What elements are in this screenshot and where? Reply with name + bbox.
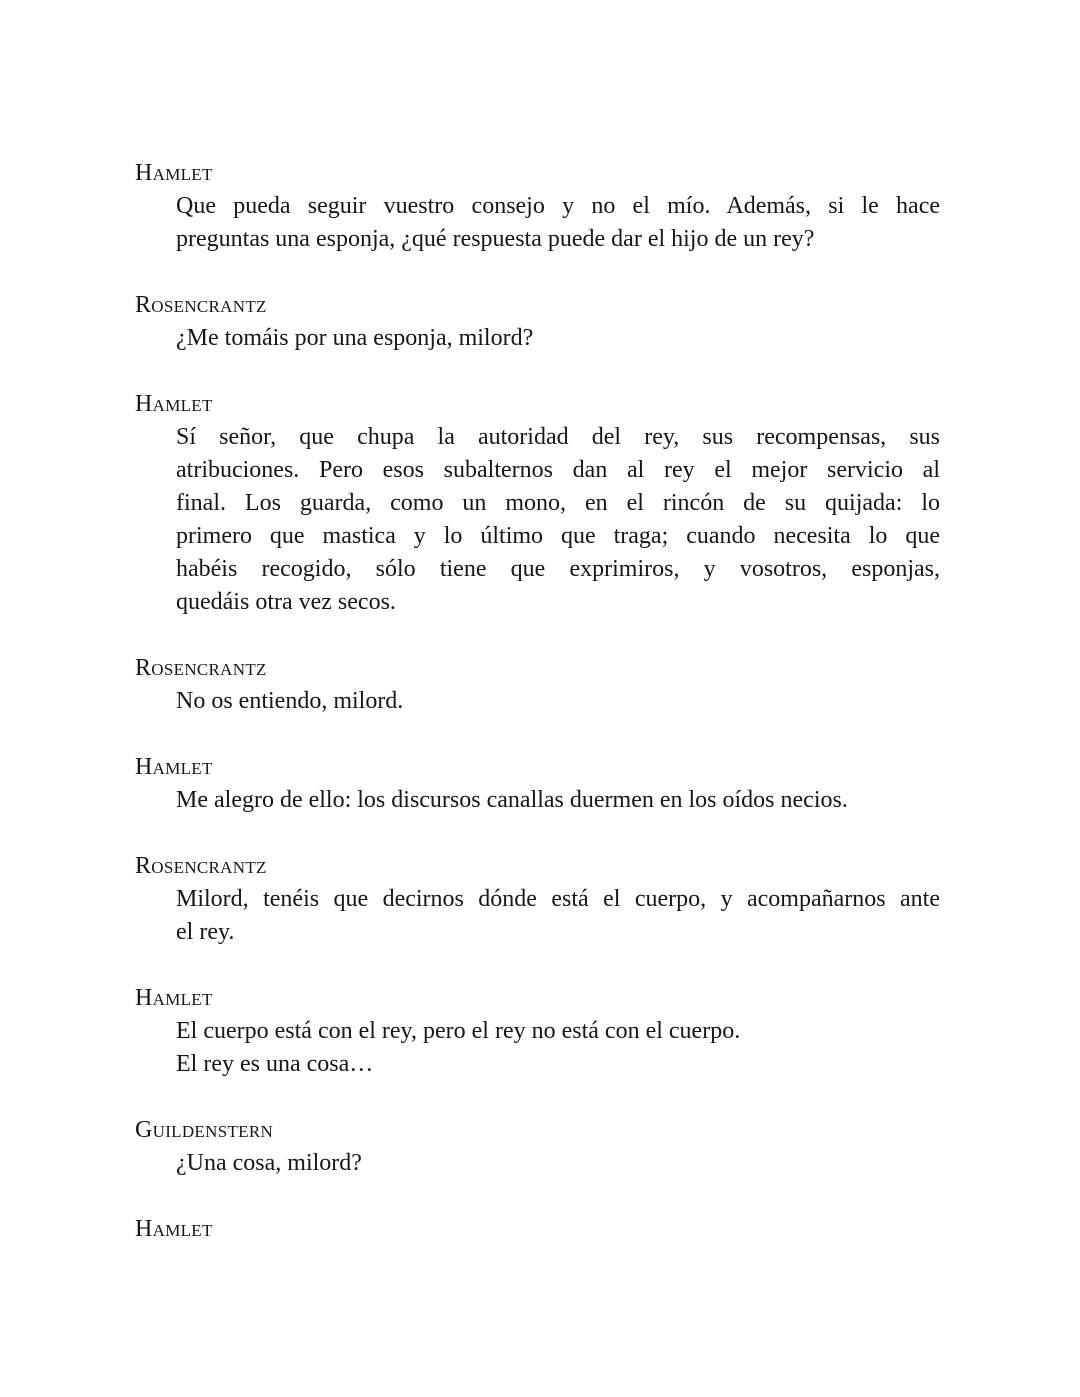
dialogue-line: No os entiendo, milord. xyxy=(176,688,404,714)
dialogue-line: habéis recogido, sólo tiene que exprimiros, y vosotros, esponjas, xyxy=(176,556,940,582)
dialogue-line: Me alegro de ello: los discursos canallas duermen en los oídos necios. xyxy=(176,787,848,813)
speaker-name: Guildenstern xyxy=(135,1117,274,1143)
speech-block xyxy=(135,1114,1080,1180)
dialogue-line: El rey es una cosa… xyxy=(176,1051,374,1077)
dialogue-line: El cuerpo está con el rey, pero el rey no está con el cuerpo. xyxy=(176,1018,741,1044)
dialogue-line: atribuciones. Pero esos subalternos dan al rey el mejor servicio al xyxy=(176,457,940,483)
dialogue-line: preguntas una esponja, ¿qué respuesta puede dar el hijo de un rey? xyxy=(176,226,815,252)
speech-block xyxy=(135,652,1080,718)
speech-block xyxy=(135,751,1080,817)
dialogue-line: ¿Me tomáis por una esponja, milord? xyxy=(176,325,534,351)
speech-block xyxy=(135,388,1080,619)
speaker-name: Rosencrantz xyxy=(135,655,267,681)
speech-block xyxy=(135,1213,1080,1246)
speech-block xyxy=(135,982,1080,1081)
speaker-name: Rosencrantz xyxy=(135,853,267,879)
speech-block xyxy=(135,289,1080,355)
dialogue-line: Que pueda seguir vuestro consejo y no el mío. Además, si le hace xyxy=(176,193,940,219)
dialogue-line: Sí señor, que chupa la autoridad del rey, sus recompensas, sus xyxy=(176,424,940,450)
speech-block xyxy=(135,157,1080,256)
speaker-name: Hamlet xyxy=(135,391,213,417)
dialogue-container xyxy=(135,157,1080,1246)
speaker-name: Hamlet xyxy=(135,985,213,1011)
speaker-name: Hamlet xyxy=(135,754,213,780)
speaker-name: Rosencrantz xyxy=(135,292,267,318)
speech-block xyxy=(135,850,1080,949)
speaker-name: Hamlet xyxy=(135,1216,213,1242)
dialogue-line: primero que mastica y lo último que traga; cuando necesita lo que xyxy=(176,523,940,549)
dialogue-line: ¿Una cosa, milord? xyxy=(176,1150,362,1176)
dialogue-line: el rey. xyxy=(176,919,235,945)
dialogue-line: quedáis otra vez secos. xyxy=(176,589,396,615)
dialogue-line: Milord, tenéis que decirnos dónde está el cuerpo, y acompañarnos ante xyxy=(176,886,940,912)
dialogue-line: final. Los guarda, como un mono, en el rincón de su quijada: lo xyxy=(176,490,940,516)
speaker-name: Hamlet xyxy=(135,160,213,186)
